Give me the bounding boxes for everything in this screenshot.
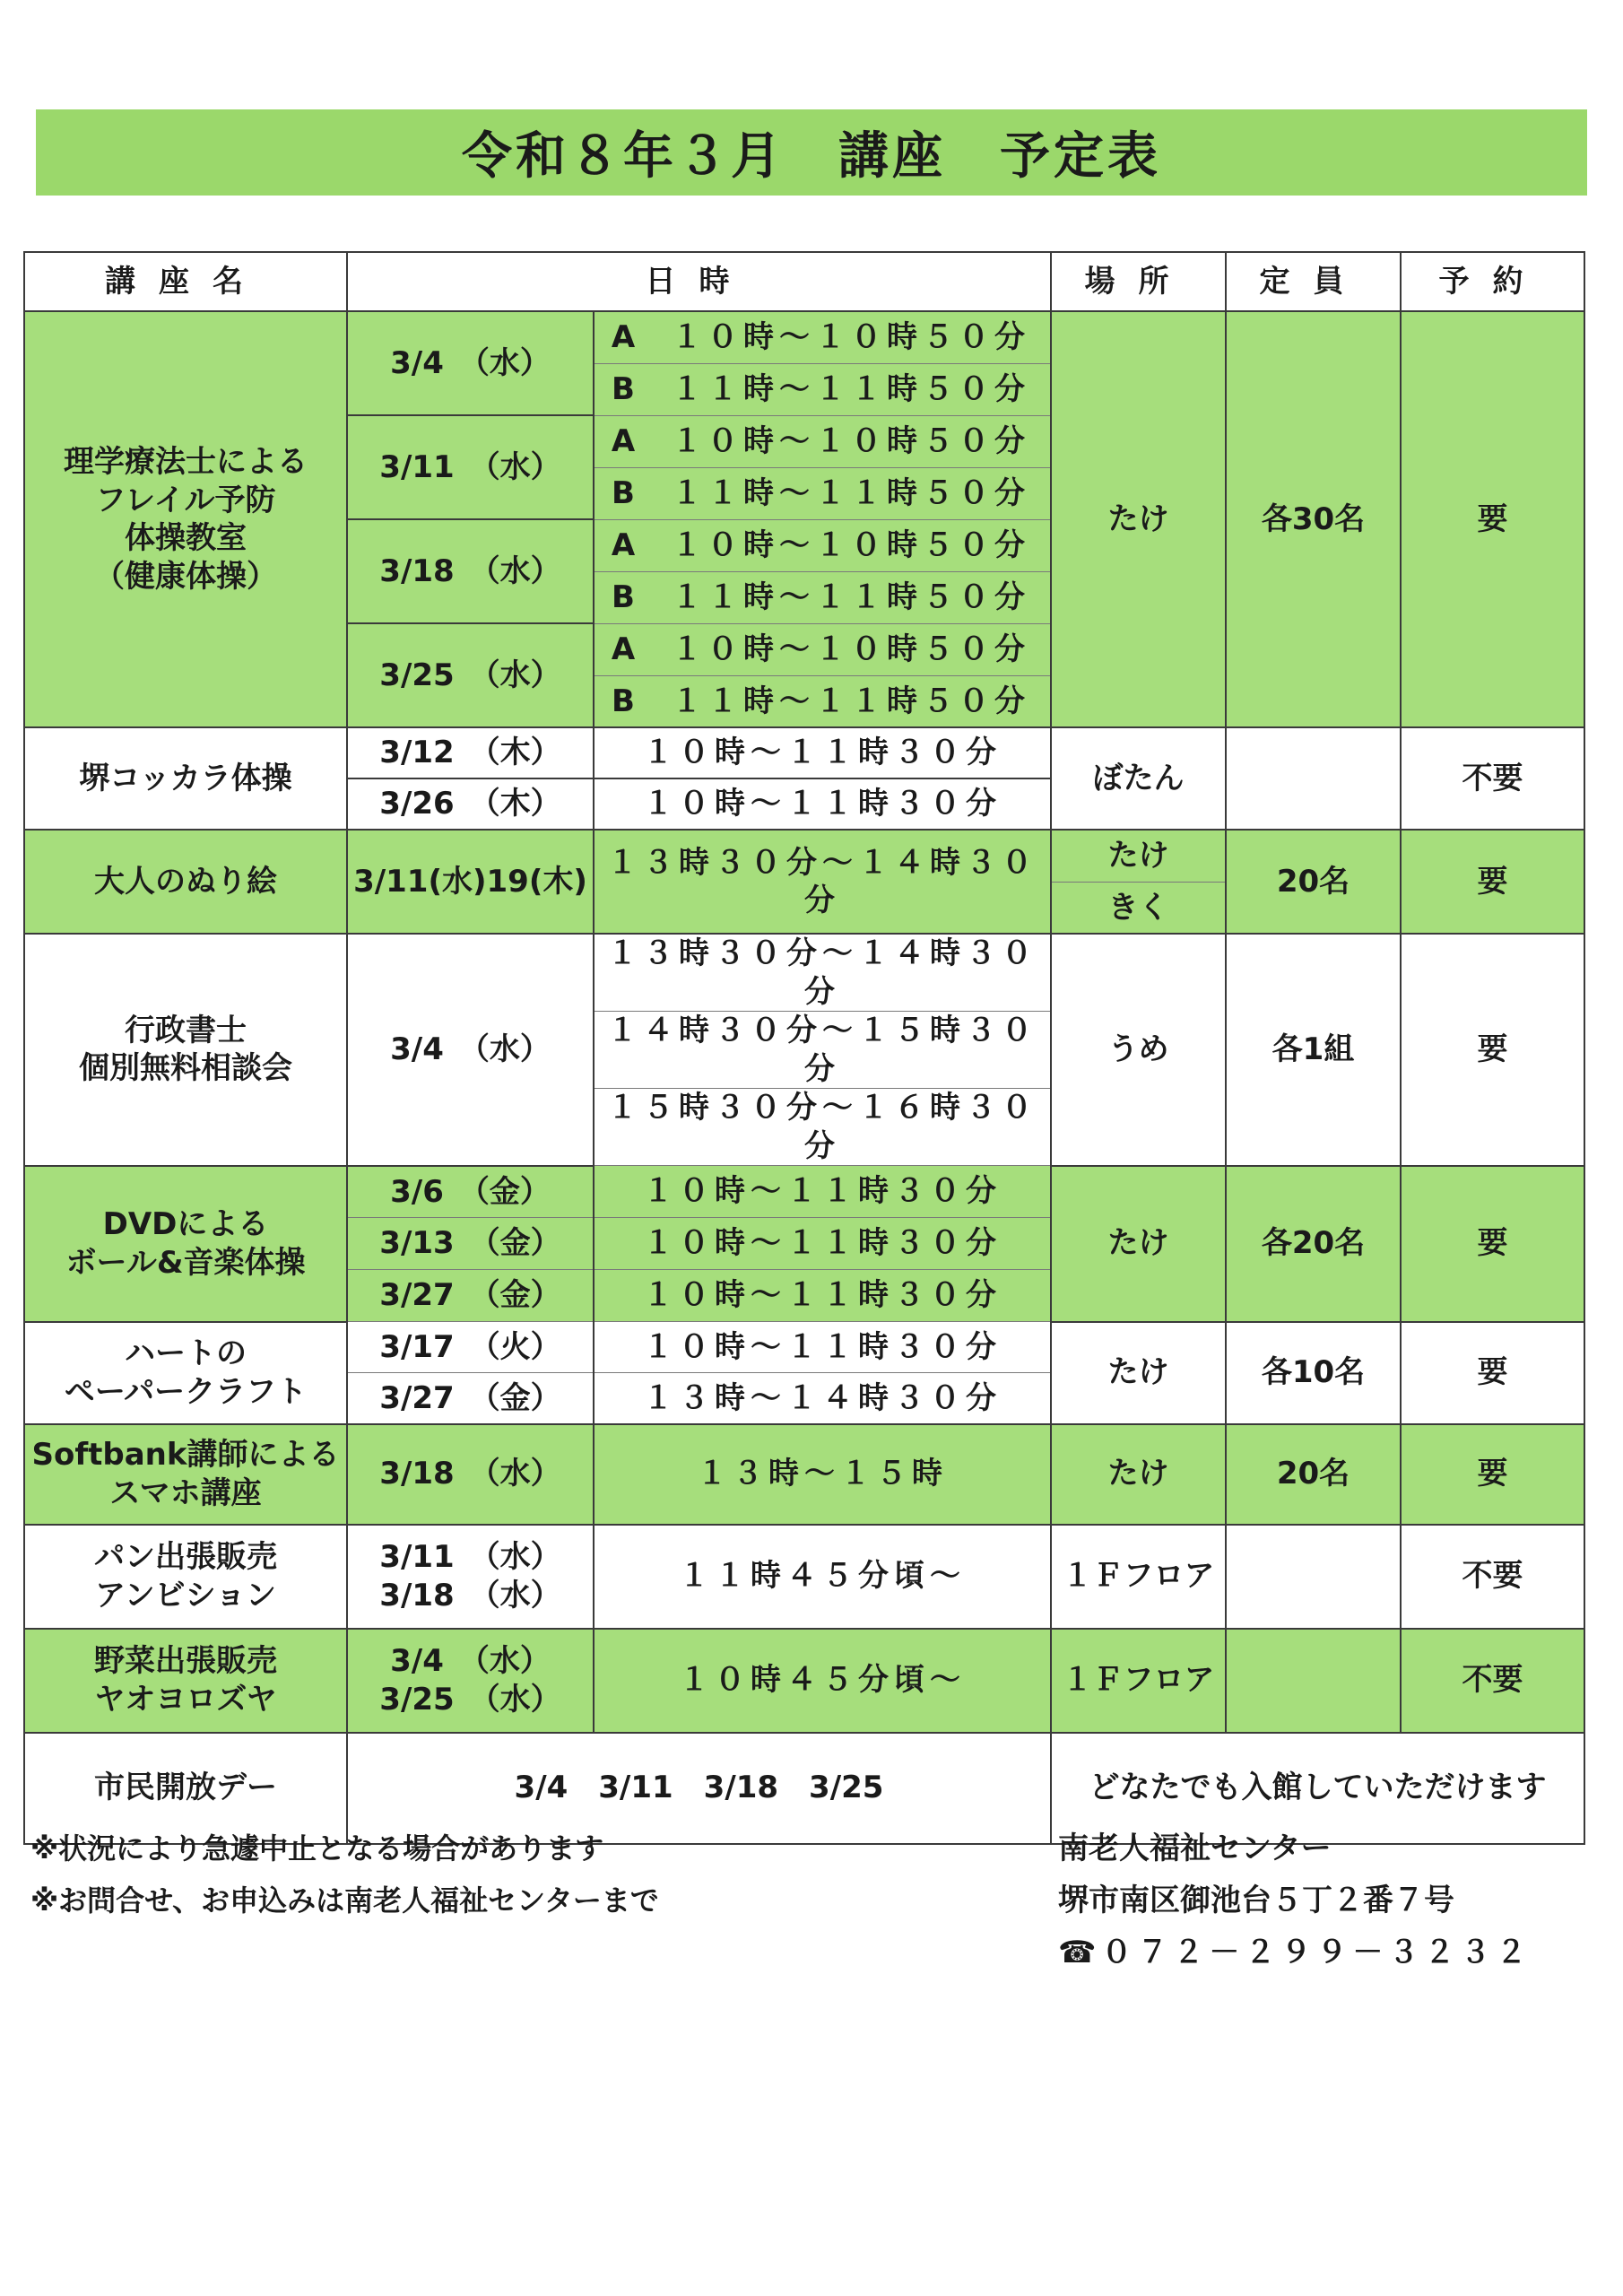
header-capacity: 定員 [1226,252,1401,311]
capacity-cell: 各10名 [1226,1322,1401,1424]
capacity-cell: 各20名 [1226,1166,1401,1322]
page-title: 令和８年３月 講座 予定表 [462,127,1161,186]
time-cell: １０時～１１時３０分 [594,1322,1051,1373]
time-cell: B １１時～１１時５０分 [594,363,1051,415]
organization-info [1058,1822,1532,1979]
table-row [24,1525,1584,1629]
place-cell: たけ [1051,311,1226,727]
table-row [24,727,1584,778]
place-cell: きく [1051,882,1226,934]
time-cell: １３時３０分～１４時３０分 [594,934,1051,1012]
time-cell: A １０時～１０時５０分 [594,311,1051,363]
place-cell: たけ [1051,1322,1226,1424]
time-cell: １０時～１１時３０分 [594,1166,1051,1218]
capacity-cell [1226,1525,1401,1629]
table-row [24,1424,1584,1525]
place-cell: １Ｆフロア [1051,1629,1226,1733]
time-cell: １０時～１１時３０分 [594,1218,1051,1270]
time-cell: １３時３０分～１４時３０分 [594,830,1051,934]
reservation-cell: 要 [1401,311,1584,727]
date-cell: 3/25 （水） [347,623,594,727]
schedule-table [23,251,1585,1845]
reservation-cell: 要 [1401,934,1584,1166]
header-course: 講座名 [24,252,347,311]
reservation-cell: 要 [1401,1322,1584,1424]
capacity-cell: 20名 [1226,1424,1401,1525]
reservation-cell: 要 [1401,1424,1584,1525]
course-name: 堺コッカラ体操 [24,727,347,830]
reservation-cell: 不要 [1401,1629,1584,1733]
place-cell: ぼたん [1051,727,1226,830]
time-cell: A １０時～１０時５０分 [594,415,1051,467]
time-cell: A １０時～１０時５０分 [594,623,1051,675]
table-row [24,830,1584,882]
date-cell: 3/18 （水） [347,519,594,623]
reservation-cell: 不要 [1401,1525,1584,1629]
reservation-cell: 要 [1401,830,1584,934]
header-reservation: 予約 [1401,252,1584,311]
table-header-row [24,252,1584,311]
place-cell: たけ [1051,1424,1226,1525]
course-name: 市民開放デー [24,1733,347,1844]
org-name: 南老人福祉センター [1058,1831,1332,1866]
org-address: 堺市南区御池台５丁２番７号 [1058,1883,1454,1918]
date-cell: 3/26 （木） [347,778,594,830]
capacity-cell: 各1組 [1226,934,1401,1166]
date-cell: 3/11(水)19(木) [347,830,594,934]
time-cell: B １１時～１１時５０分 [594,675,1051,727]
notes [30,1822,659,1926]
note-cell: どなたでも入館していただけます [1051,1733,1584,1844]
time-cell: １１時４５分頃～ [594,1525,1051,1629]
table-row [24,311,1584,363]
date-cell: 3/27 （金） [347,1270,594,1322]
capacity-cell [1226,727,1401,830]
time-cell: B １１時～１１時５０分 [594,571,1051,623]
date-cell: 3/11 （水） [347,415,594,519]
org-tel: ☎０７２－２９９－３２３２ [1058,1935,1532,1970]
time-cell: １４時３０分～１５時３０分 [594,1012,1051,1089]
time-cell: １３時～１５時 [594,1424,1051,1525]
date-cell: 3/17 （火） [347,1322,594,1373]
date-cell: 3/4 （水） 3/25 （水） [347,1629,594,1733]
note-line: ※お問合せ、お申込みは南老人福祉センターまで [30,1883,659,1918]
header-datetime: 日時 [347,252,1051,311]
course-name: パン出張販売 アンビション [24,1525,347,1629]
course-name: 大人のぬり絵 [24,830,347,934]
place-cell: たけ [1051,1166,1226,1322]
time-cell: A １０時～１０時５０分 [594,519,1051,571]
place-cell: たけ [1051,830,1226,882]
course-name: 野菜出張販売 ヤオヨロズヤ [24,1629,347,1733]
date-cell: 3/4 3/11 3/18 3/25 [347,1733,1051,1844]
capacity-cell: 各30名 [1226,311,1401,727]
table-row [24,1629,1584,1733]
date-cell: 3/12 （木） [347,727,594,778]
capacity-cell: 20名 [1226,830,1401,934]
reservation-cell: 不要 [1401,727,1584,830]
time-cell: １０時～１１時３０分 [594,727,1051,778]
time-cell: １０時～１１時３０分 [594,1270,1051,1322]
course-name: 行政書士 個別無料相談会 [24,934,347,1166]
date-cell: 3/18 （水） [347,1424,594,1525]
note-line: ※状況により急遽中止となる場合があります [30,1831,604,1866]
table-row [24,1166,1584,1218]
date-cell: 3/13 （金） [347,1218,594,1270]
table-row [24,1322,1584,1373]
course-name: Softbank講師による スマホ講座 [24,1424,347,1525]
date-cell: 3/4 （水） [347,934,594,1166]
header-place: 場所 [1051,252,1226,311]
time-cell: １５時３０分～１６時３０分 [594,1089,1051,1166]
table-row [24,934,1584,1012]
date-cell: 3/27 （金） [347,1373,594,1424]
course-name: DVDによる ボール&音楽体操 [24,1166,347,1322]
title-banner [36,109,1587,196]
time-cell: B １１時～１１時５０分 [594,467,1051,519]
time-cell: １０時４５分頃～ [594,1629,1051,1733]
course-name: ハートの ペーパークラフト [24,1322,347,1424]
course-name: 理学療法士による フレイル予防 体操教室 （健康体操） [24,311,347,727]
date-cell: 3/11 （水） 3/18 （水） [347,1525,594,1629]
place-cell: １Ｆフロア [1051,1525,1226,1629]
time-cell: １０時～１１時３０分 [594,778,1051,830]
time-cell: １３時～１４時３０分 [594,1373,1051,1424]
date-cell: 3/4 （水） [347,311,594,415]
date-cell: 3/6 （金） [347,1166,594,1218]
place-cell: うめ [1051,934,1226,1166]
capacity-cell [1226,1629,1401,1733]
reservation-cell: 要 [1401,1166,1584,1322]
